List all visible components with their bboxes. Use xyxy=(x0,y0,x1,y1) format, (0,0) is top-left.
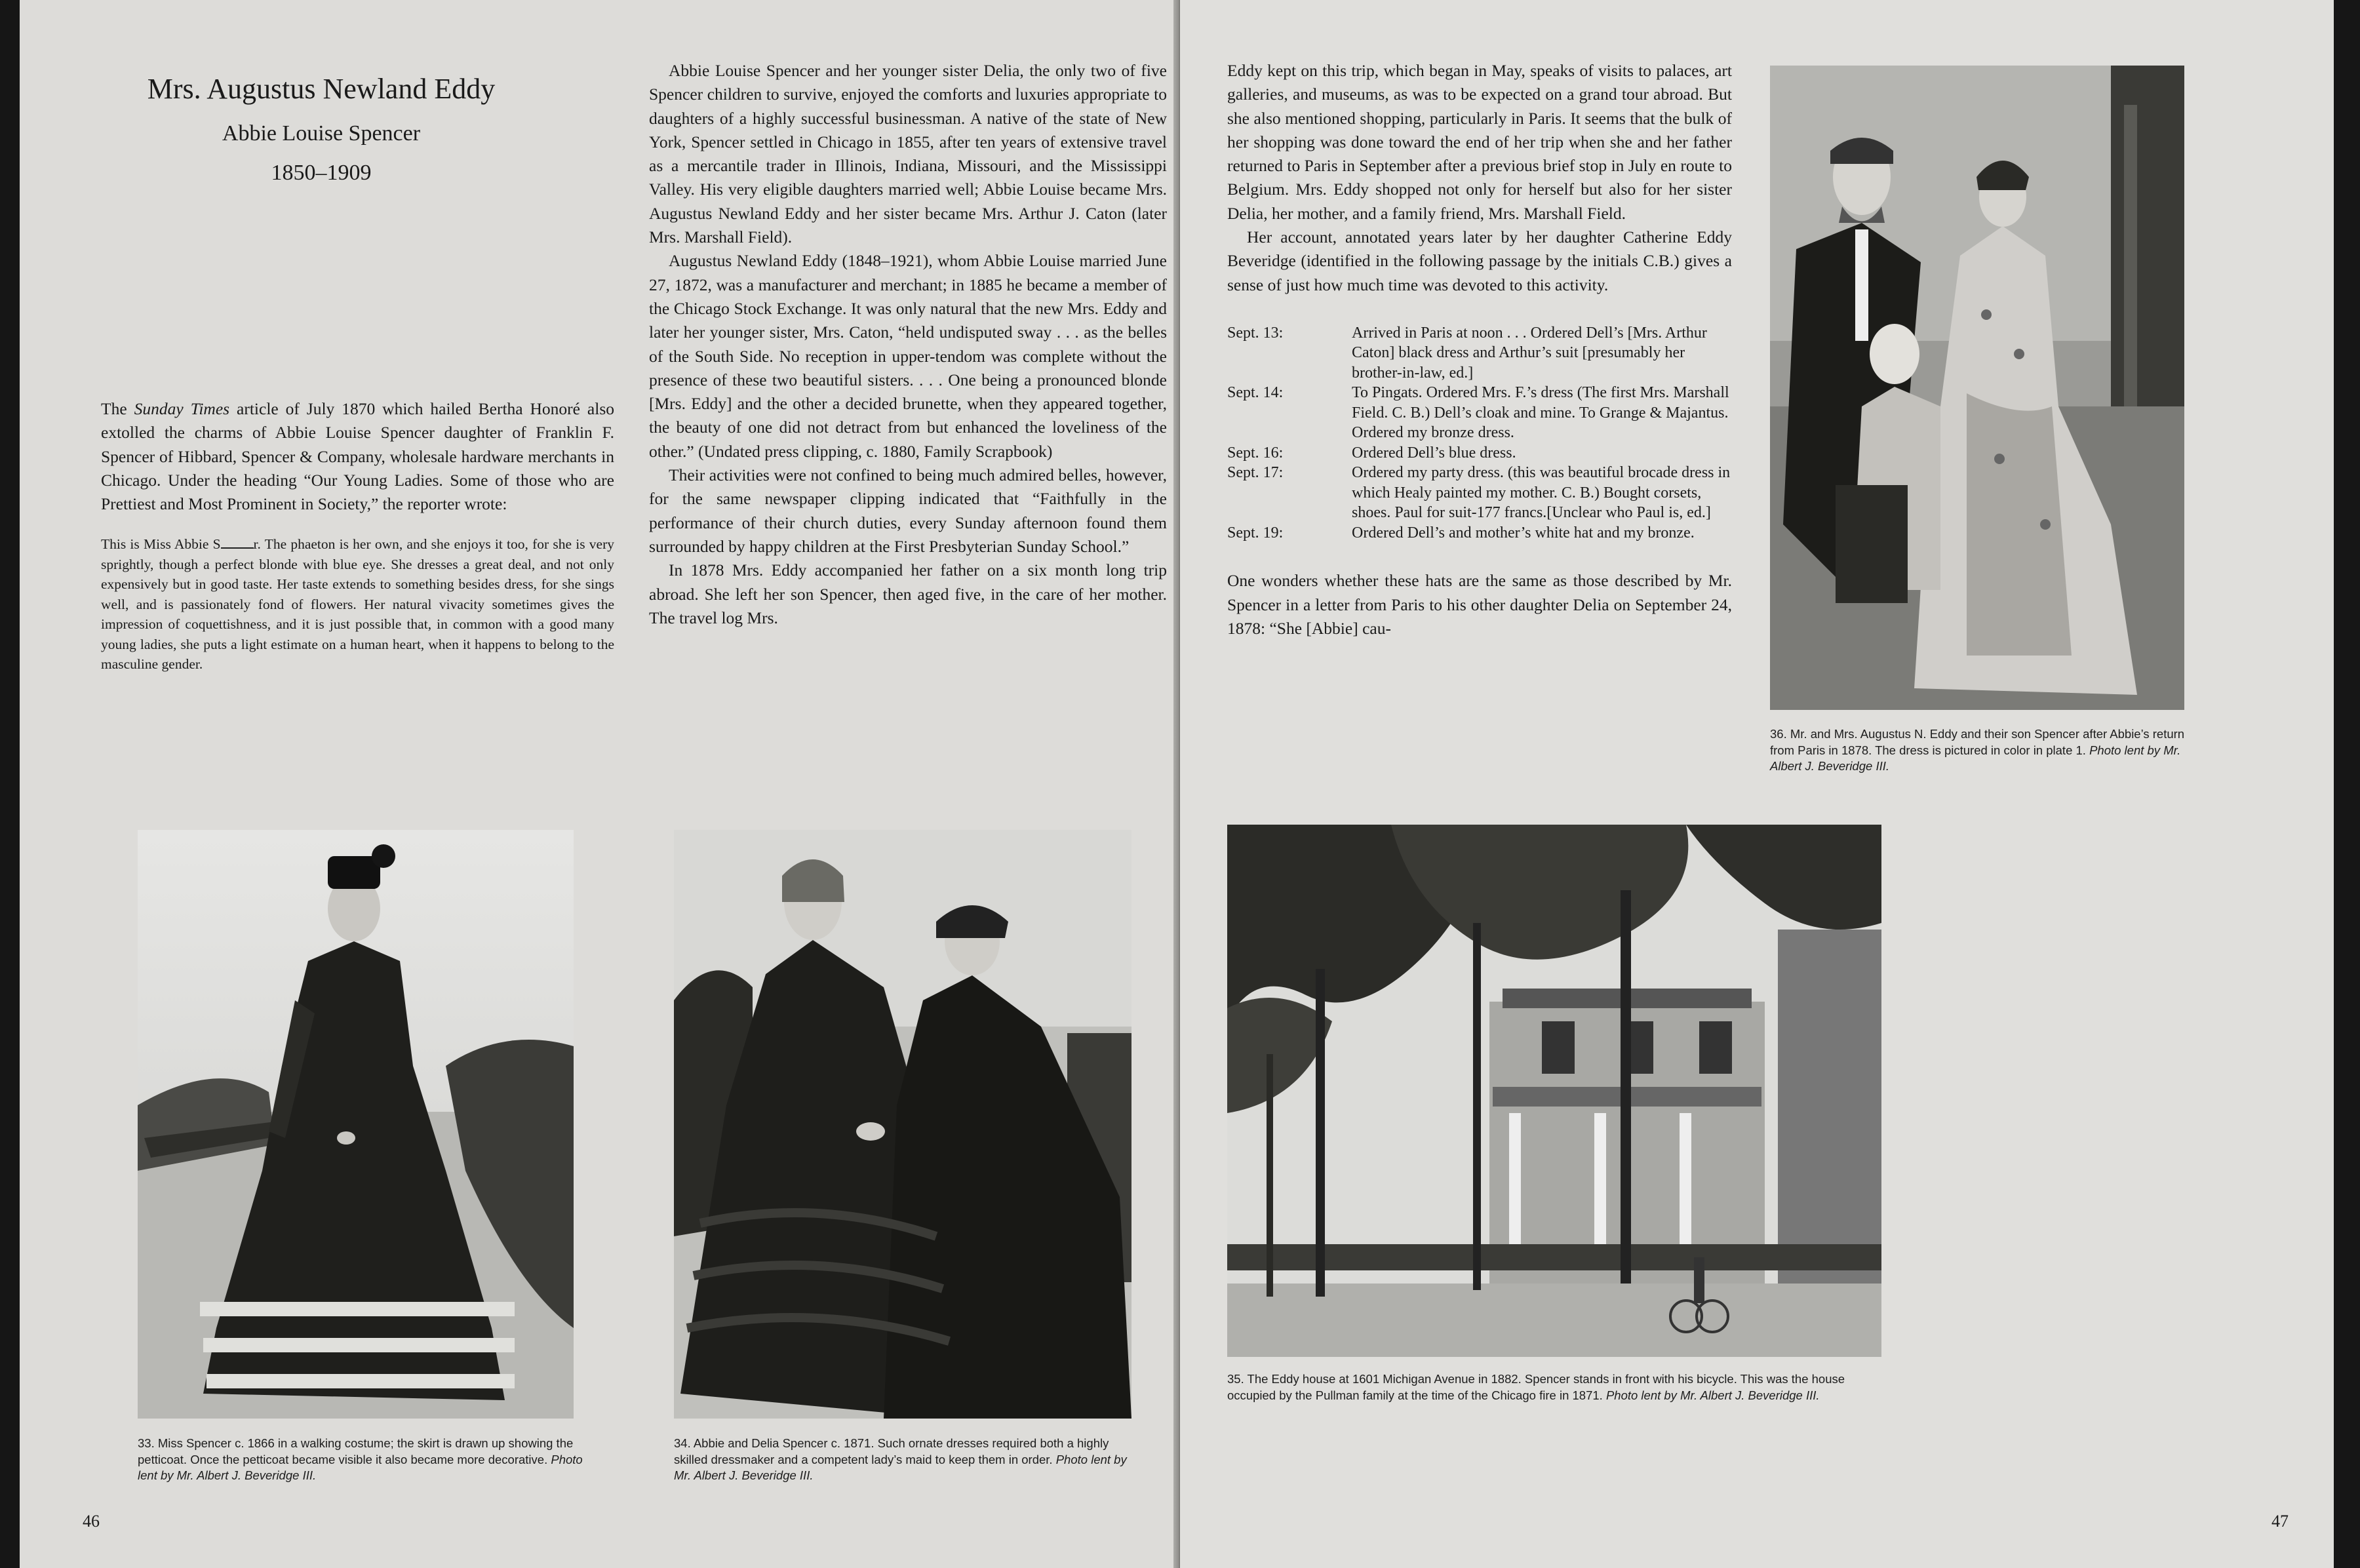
paragraph: In 1878 Mrs. Eddy accompanied her father on a six month long trip abroad. She left her son Spencer, then aged five, in the care of her mother. The travel log Mrs. xyxy=(649,560,1167,627)
caption-36: 36. Mr. and Mrs. Augustus N. Eddy and their son Spencer after Abbie’s return from Paris in 1878. The dress is pictured in color in plate 1. Photo lent by Mr. Albert J. Beveridge III. xyxy=(1770,727,2185,773)
caption-34: 34. Abbie and Delia Spencer c. 1871. Such ornate dresses required both a highly skilled dressmaker and a competent lady’s maid to keep them in order. Photo lent by Mr. Albert J. Beveridge III. xyxy=(674,1436,1127,1482)
intro-paragraph: The Sunday Times article of July 1870 which hailed Bertha Honoré also extolled the charms of Abbie Louise Spencer daughter of Franklin F. Spencer of Hibbard, Spencer & Company, wholesale hardware merchants in Chicago. Under the heading “Our Young Ladies. Some of those who are Prettiest and Most Prominent in Society,” the reporter wrote: xyxy=(101,399,614,514)
left-column-2 xyxy=(649,59,1167,630)
photo-eddy-family-portrait xyxy=(1770,66,2184,710)
photo-miss-spencer-walking-costume xyxy=(138,830,574,1419)
chapter-title: Mrs. Augustus Newland Eddy xyxy=(147,73,496,105)
chapter-heading xyxy=(128,72,515,186)
photo-eddy-house-michigan-avenue xyxy=(1227,825,1881,1357)
travel-log xyxy=(1227,323,1732,543)
left-column-1 xyxy=(101,397,614,675)
log-entry: Sept. 16: Ordered Dell’s blue dress. xyxy=(1227,444,1516,461)
caption-33: 33. Miss Spencer c. 1866 in a walking costume; the skirt is drawn up showing the petticoat. Once the petticoat became visible it also became more decorative. Photo lent by Mr. Albert J. Beveridge III. xyxy=(138,1436,583,1482)
paragraph: One wonders whether these hats are the same as those described by Mr. Spencer in a letter from Paris to his other daughter Delia on September 24, 1878: “She [Abbie] cau- xyxy=(1227,571,1732,638)
page-number: 46 xyxy=(83,1512,100,1531)
chapter-years: 1850–1909 xyxy=(271,160,372,185)
paragraph: Eddy kept on this trip, which began in May, speaks of visits to palaces, art galleries, and museums, as was to be expected on a grand tour abroad. But she also mentioned shopping, particularly in Paris. It seems that the bulk of her shopping was done toward the end of her trip when she and her father returned to Paris in September after a previous brief stop in July en route to Belgium. Mrs. Eddy shopped not only for herself but also for her sister Delia, her mother, and a family friend, Mrs. Marshall Field. xyxy=(1227,61,1732,223)
chapter-subtitle: Abbie Louise Spencer xyxy=(222,121,421,146)
page-number: 47 xyxy=(2272,1512,2289,1531)
paragraph: Augustus Newland Eddy (1848–1921), whom Abbie Louise married June 27, 1872, was a manufacturer and merchant; in 1885 he became a member of the Chicago Stock Exchange. It was only natural that the new Mrs. Eddy and later her younger sister, Mrs. Caton, “held undisputed sway . . . as the belles of the South Side. No reception in upper-tendom was complete without the presence of these two beautiful sisters. . . . One being a pronounced blonde [Mrs. Eddy] and the other a decided brunette, when they appeared together, the beauty of one did not detract from but enhanced the loveliness of the other.” (Undated press clipping, c. 1880, Family Scrapbook) xyxy=(649,251,1167,461)
right-page xyxy=(1180,0,2334,1568)
paragraph: Abbie Louise Spencer and her younger sister Delia, the only two of five Spencer children to survive, enjoyed the comforts and luxuries appropriate to daughters of a highly successful businessman. A native of the state of New York, Spencer settled in Chicago in 1855, after ten years of extensive travel as a mercantile trader in Illinois, Indiana, Missouri, and the Mississippi Valley. His very eligible daughters married well; Abbie Louise became Mrs. Augustus Newland Eddy and her sister became Mrs. Arthur J. Caton (later Mrs. Marshall Field). xyxy=(649,61,1167,247)
log-entry: Sept. 13: Arrived in Paris at noon . . . Ordered Dell’s [Mrs. Arthur Caton] black dress and Arthur’s suit [presumably her brother-in-law, ed.] xyxy=(1227,324,1707,382)
caption-35: 35. The Eddy house at 1601 Michigan Avenue in 1882. Spencer stands in front with his bicycle. This was the house occupied by the Pullman family at the time of the Chicago fire in 1871. Photo lent by Mr. Albert J. Beveridge III. xyxy=(1227,1372,1845,1402)
log-entry: Sept. 14: To Pingats. Ordered Mrs. F.’s dress (The first Mrs. Marshall Field. C. B.) Dell’s cloak and mine. To Grange & Majantus. Ordered my bronze dress. xyxy=(1227,384,1729,442)
photo-abbie-and-delia-spencer xyxy=(674,830,1131,1419)
newspaper-quote: This is Miss Abbie S r. The phaeton is her own, and she enjoys it too, for she is very sprightly, though a perfect blonde with blue eye. She dresses a great deal, and not only expensively but in good taste. Her taste extends to something besides dress, for she sings well, and is passionately fond of flowers. Her natural vivacity sometimes gives the impression of coquettishness, and it is just possible that, in common with a good many young ladies, she puts a light estimate on a human heart, when it happens to belong to the masculine gender. xyxy=(101,536,615,673)
right-column-1 xyxy=(1227,59,1732,640)
paragraph: Her account, annotated years later by her daughter Catherine Eddy Beveridge (identified in the following passage by the initials C.B.) gives a sense of just how much time was devoted to this activity. xyxy=(1227,227,1732,294)
left-page xyxy=(20,0,1173,1568)
log-entry: Sept. 19: Ordered Dell’s and mother’s white hat and my bronze. xyxy=(1227,524,1695,541)
log-entry: Sept. 17: Ordered my party dress. (this was beautiful brocade dress in which Healy painted my mother. C. B.) Bought corsets, shoes. Paul for suit-177 francs.[Unclear who Paul is, ed.] xyxy=(1227,464,1731,522)
paragraph: Their activities were not confined to being much admired belles, however, for the same newspaper clipping indicated that “Faithfully in the performance of their church duties, every Sunday afternoon found them surrounded by happy children at the First Presbyterian Sunday School.” xyxy=(649,465,1167,556)
